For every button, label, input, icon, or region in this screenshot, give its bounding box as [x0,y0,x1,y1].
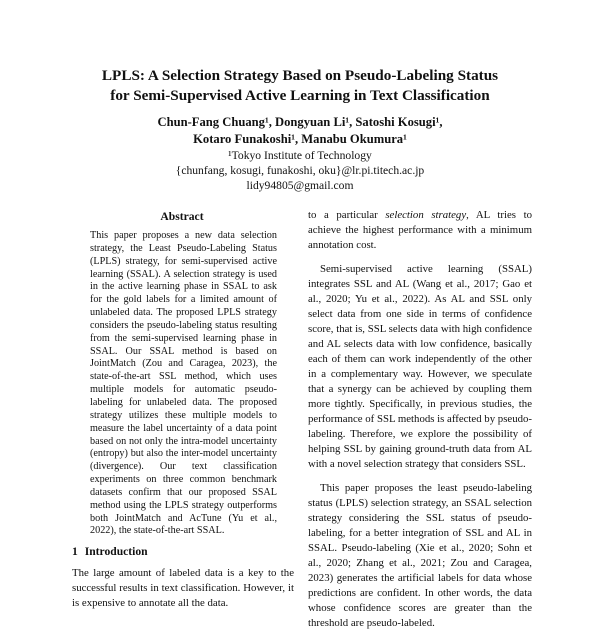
right-paragraph-1: Semi-supervised active learning (SSAL) integrates SSL and AL (Wang et al., 2017; Gao et al., 2020; Yu et al., 2022). As AL and SSL only select data from one side in terms of confidence score, that is, SSL selects data with high confidence and AL selects data with low confidence, basically each of them can work independently of the other in a complementary way. However, we speculate that a synergy can be achieved by coupling them more tightly. Specifically, in previous studies, the performance of SSL methods is affected by pseudo-labeling. Therefore, we explore the possibility of helping SSL by gaining ground-truth data from AL with a novel selection strategy that considers SSL. [308,263,532,470]
affiliation: ¹Tokyo Institute of Technology [228,149,372,162]
right-paragraph-0 [308,208,532,253]
right-paragraph-2: This paper proposes the least pseudo-labeling status (LPLS) selection strategy, an SSAL selection strategy considering the SSL status of pseudo-labeling, for a better integration of SSL and AL in SSAL. Pseudo-labeling (Xie et al., 2020; Sohn et al., 2020; Zhang et al., 2021; Zou and Caragea, 2023) generates the artificial labels for data whose predictions are confident. In other words, the data whose confidence scores are greater than the threshold are pseudo-labeled. [308,482,532,629]
author-list [70,114,530,148]
introduction-text: The large amount of labeled data is a key to the successful results in text classification. However, it is expensive to annotate all the data. [72,567,294,609]
author-email-2: lidy94805@gmail.com [246,179,354,192]
right-column [308,208,532,640]
section-title: Introduction [84,545,148,558]
right-p0-end: , AL tries to achieve the highest performance with a minimum annotation cost. [308,209,533,251]
paper-title [40,66,560,106]
authors-line-1: Chun-Fang Chuang¹, Dongyuan Li¹, Satoshi Kosugi¹, [157,115,443,129]
title-line-2: for Semi-Supervised Active Learning in Text Classification [110,87,490,104]
abstract-text: This paper proposes a new data selection strategy, the Least Pseudo-Labeling Status (LPLS) strategy, for semi-supervised active learning (SSAL). A selection strategy is used in the active learning phase in SSAL to ask for the gold labels for a limited amount of unlabeled data. The proposed LPLS strategy considers the pseudo-labeling status resulting from the semi-supervised learning phase in SSAL. Our SSAL method is based on JointMatch (Zou and Caragea, 2023), the state-of-the-art SSL method, which uses multiple models for automatic pseudo-labeling for unlabeled data. The proposed strategy utilizes these multiple models to measure the label uncertainty of a data point based on not only the intra-model uncertainty (entropy) but also the inter-model uncertainty (divergence). Our text classification experiments on three common benchmark datasets confirm that our proposed SSAL method using the LPLS strategy outperforms both JointMatch and AcTune (Yu et al., 2022), the state-of-the-art SSAL. [90,230,277,537]
right-p0-italic: selection strategy [385,209,467,221]
affiliation-block [70,148,530,193]
authors-line-2: Kotaro Funakoshi¹, Manabu Okumura¹ [193,132,407,146]
section-number: 1 [72,545,78,558]
abstract-heading: Abstract [160,210,204,223]
author-emails: {chunfang, kosugi, funakoshi, oku}@lr.pi.titech.ac.jp [175,164,425,177]
section-heading-introduction [72,545,148,558]
right-p0-start: to a particular [308,209,386,221]
title-line-1: LPLS: A Selection Strategy Based on Pseudo-Labeling Status [101,67,499,84]
